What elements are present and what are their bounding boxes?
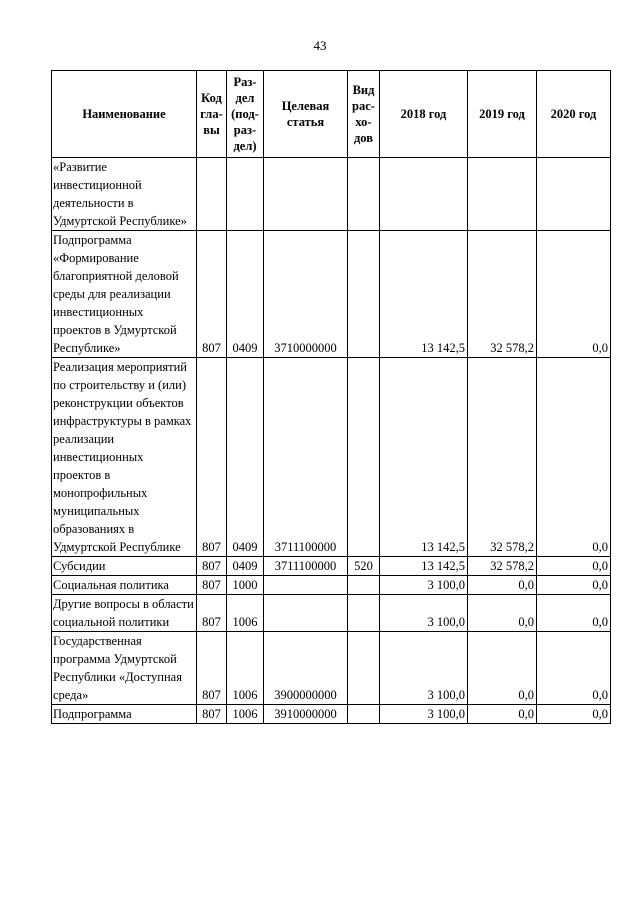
cell-section: 0409: [227, 231, 264, 358]
cell-name: «Развитие инвестиционной деятельности в Удмуртской Республике»: [52, 158, 197, 231]
header-year-2019: 2019 год: [468, 71, 537, 158]
cell-target: 3900000000: [264, 632, 348, 705]
header-year-2018: 2018 год: [380, 71, 468, 158]
cell-y2020: 0,0: [537, 358, 611, 557]
cell-y2020: 0,0: [537, 705, 611, 724]
cell-code: 807: [197, 358, 227, 557]
cell-y2018: 3 100,0: [380, 595, 468, 632]
header-expense-type: Вид рас-хо-дов: [348, 71, 380, 158]
cell-code: 807: [197, 231, 227, 358]
cell-expense: [348, 231, 380, 358]
cell-y2018: 3 100,0: [380, 576, 468, 595]
table-row: [52, 231, 611, 358]
cell-y2019: [468, 158, 537, 231]
cell-name: Социальная политика: [52, 576, 197, 595]
cell-section: 1006: [227, 595, 264, 632]
cell-code: 807: [197, 557, 227, 576]
table-row: [52, 705, 611, 724]
cell-expense: [348, 576, 380, 595]
table-row: [52, 158, 611, 231]
header-name: Наименование: [52, 71, 197, 158]
table-row: [52, 595, 611, 632]
cell-y2018: [380, 158, 468, 231]
cell-y2020: 0,0: [537, 595, 611, 632]
cell-target: 3910000000: [264, 705, 348, 724]
cell-y2019: 32 578,2: [468, 231, 537, 358]
cell-code: 807: [197, 576, 227, 595]
cell-expense: [348, 595, 380, 632]
cell-y2020: 0,0: [537, 231, 611, 358]
budget-table: [51, 70, 611, 724]
cell-code: 807: [197, 632, 227, 705]
cell-y2020: [537, 158, 611, 231]
cell-section: 1000: [227, 576, 264, 595]
cell-target: [264, 576, 348, 595]
cell-y2019: 0,0: [468, 632, 537, 705]
cell-expense: [348, 705, 380, 724]
cell-target: 3711100000: [264, 358, 348, 557]
cell-name: Государственная программа Удмуртской Республики «Доступная среда»: [52, 632, 197, 705]
cell-y2018: 13 142,5: [380, 358, 468, 557]
cell-y2020: 0,0: [537, 557, 611, 576]
table-row: [52, 358, 611, 557]
cell-y2019: 0,0: [468, 576, 537, 595]
cell-section: [227, 158, 264, 231]
header-chapter-code: Код гла-вы: [197, 71, 227, 158]
cell-expense: [348, 632, 380, 705]
table-header-row: [52, 71, 611, 158]
cell-name: Подпрограмма «Формирование благоприятной деловой среды для реализации инвестиционных проектов в Удмуртской Республике»: [52, 231, 197, 358]
cell-name: Реализация мероприятий по строительству и (или) реконструкции объектов инфраструктуры в рамках реализации инвестиционных проектов в монопрофильных муниципальных образованиях в Удмуртской Республике: [52, 358, 197, 557]
cell-expense: [348, 158, 380, 231]
header-target-article: Целевая статья: [264, 71, 348, 158]
page-number: 43: [313, 38, 327, 53]
cell-y2019: 32 578,2: [468, 557, 537, 576]
cell-expense: 520: [348, 557, 380, 576]
cell-target: [264, 595, 348, 632]
cell-y2020: 0,0: [537, 576, 611, 595]
cell-section: 0409: [227, 557, 264, 576]
cell-section: 1006: [227, 632, 264, 705]
table-row: [52, 557, 611, 576]
cell-target: [264, 158, 348, 231]
cell-code: [197, 158, 227, 231]
table-row: [52, 632, 611, 705]
cell-name: Субсидии: [52, 557, 197, 576]
cell-y2018: 13 142,5: [380, 557, 468, 576]
cell-code: 807: [197, 705, 227, 724]
header-year-2020: 2020 год: [537, 71, 611, 158]
cell-y2019: 0,0: [468, 705, 537, 724]
cell-section: 0409: [227, 358, 264, 557]
cell-y2018: 3 100,0: [380, 632, 468, 705]
cell-code: 807: [197, 595, 227, 632]
cell-y2018: 13 142,5: [380, 231, 468, 358]
cell-target: 3710000000: [264, 231, 348, 358]
table-row: [52, 576, 611, 595]
cell-section: 1006: [227, 705, 264, 724]
cell-y2018: 3 100,0: [380, 705, 468, 724]
cell-name: Подпрограмма: [52, 705, 197, 724]
cell-name: Другие вопросы в области социальной политики: [52, 595, 197, 632]
cell-y2019: 0,0: [468, 595, 537, 632]
cell-expense: [348, 358, 380, 557]
cell-y2020: 0,0: [537, 632, 611, 705]
cell-target: 3711100000: [264, 557, 348, 576]
header-section: Раз-дел (под-раз-дел): [227, 71, 264, 158]
cell-y2019: 32 578,2: [468, 358, 537, 557]
